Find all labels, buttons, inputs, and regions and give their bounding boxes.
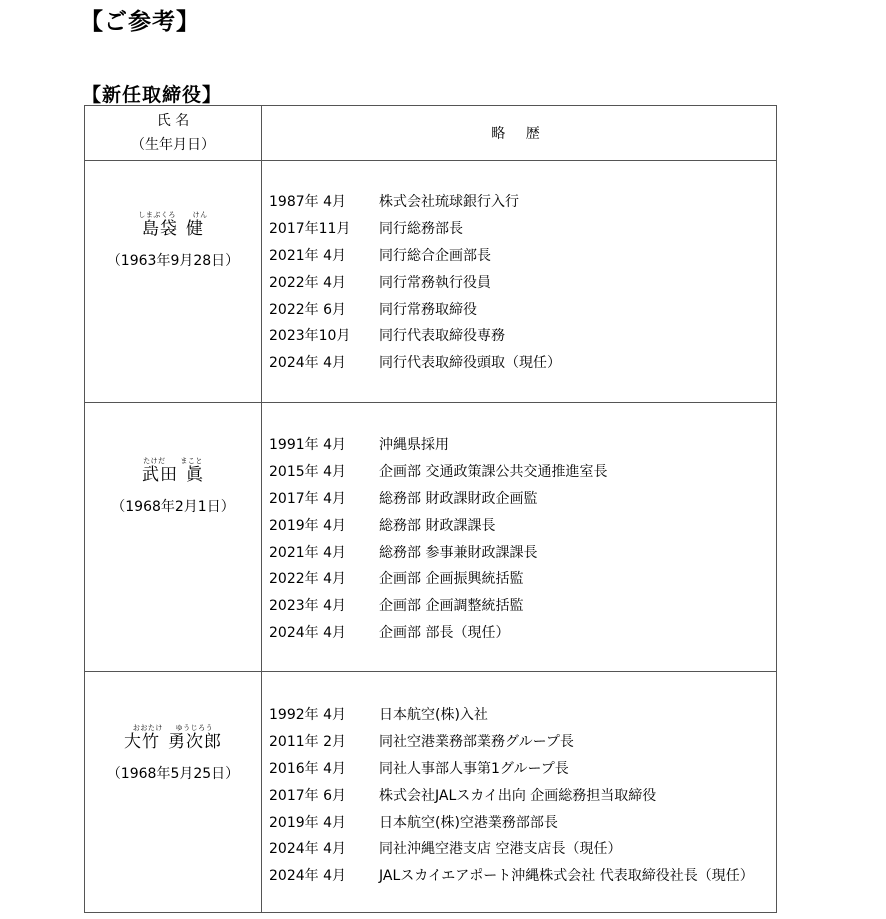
history-row (269, 781, 769, 808)
person-name (85, 732, 261, 752)
history-date: 2024年 4月 (269, 868, 346, 885)
birth-header-label: （生年月日） (131, 137, 215, 153)
history-row (269, 242, 769, 269)
history-description: 同行総合企画部長 (379, 247, 491, 264)
history-date: 2023年10月 (269, 328, 351, 345)
history-description: 総務部 財政課課長 (379, 517, 496, 534)
history-date: 2015年 4月 (269, 464, 346, 481)
history-date: 2016年 4月 (269, 760, 346, 777)
history-description: 企画部 企画振興統括監 (379, 571, 524, 588)
history-date: 2019年 4月 (269, 517, 346, 534)
name-reading (85, 724, 261, 732)
history-row (269, 619, 769, 646)
history-row (269, 458, 769, 485)
history-row (269, 728, 769, 755)
page-heading: 【ご参考】 (80, 9, 200, 35)
history-description: 同社人事部人事第1グループ長 (379, 760, 569, 777)
history-description: 同行常務執行役員 (379, 274, 491, 291)
history-row (269, 322, 769, 349)
history-header-label: 略 歴 (491, 126, 548, 142)
history-date: 1991年 4月 (269, 437, 346, 454)
history-date: 1987年 4月 (269, 194, 346, 211)
history-description: 同行総務部長 (379, 221, 463, 238)
history-description: 総務部 財政課財政企画監 (379, 490, 538, 507)
history-row (269, 565, 769, 592)
name-column-header (85, 106, 261, 160)
family-name-reading: おおたけ (132, 724, 163, 732)
history-description: 沖縄県採用 (379, 437, 449, 454)
history-date: 2024年 4月 (269, 841, 346, 858)
history-row (269, 592, 769, 619)
history-date: 2019年 4月 (269, 814, 346, 831)
history-row (269, 215, 769, 242)
history-column-header (262, 106, 777, 160)
person-name (85, 219, 261, 239)
history-row (269, 511, 769, 538)
section-heading: 【新任取締役】 (82, 84, 223, 106)
history-date: 2017年 4月 (269, 490, 346, 507)
history-date: 2017年11月 (269, 221, 351, 238)
history-date: 2017年 6月 (269, 787, 346, 804)
history-date: 2024年 4月 (269, 355, 346, 372)
history-row (269, 755, 769, 782)
given-name-reading: まこと (180, 457, 203, 465)
history-description: 総務部 参事兼財政課課長 (379, 544, 538, 561)
history-row (269, 701, 769, 728)
date-of-birth: （1968年2月1日） (111, 499, 235, 515)
history-date: 1992年 4月 (269, 707, 346, 724)
history-description: 同行常務取締役 (379, 301, 477, 318)
name-reading (85, 457, 261, 465)
given-name: 勇次郎 (168, 732, 222, 752)
history-date: 2011年 2月 (269, 734, 346, 751)
history-row (269, 295, 769, 322)
family-name: 島袋 (142, 219, 178, 239)
history-date: 2024年 4月 (269, 624, 346, 641)
person-cell (85, 211, 261, 271)
given-name: 健 (186, 219, 204, 239)
history-description: 企画部 部長（現任） (379, 624, 510, 641)
history-row (269, 268, 769, 295)
history-description: 企画部 交通政策課公共交通推進室長 (379, 464, 608, 481)
directors-table (84, 105, 777, 913)
person-cell (85, 724, 261, 784)
history-date: 2021年 4月 (269, 544, 346, 561)
history-description: 企画部 企画調整統括監 (379, 598, 524, 615)
history-description: 同行代表取締役頭取（現任） (379, 355, 561, 372)
row-divider (85, 671, 776, 672)
history-description: 日本航空(株)入社 (379, 707, 488, 724)
history-description: 株式会社琉球銀行入行 (379, 194, 519, 211)
history-date: 2022年 4月 (269, 571, 346, 588)
history-row (269, 188, 769, 215)
column-divider (261, 106, 262, 912)
date-of-birth: （1963年9月28日） (106, 253, 240, 269)
person-cell (85, 457, 261, 517)
history-description: 株式会社JALスカイ出向 企画総務担当取締役 (379, 787, 657, 804)
name-header-label: 氏 名 (156, 113, 190, 129)
family-name-reading: しまぶくろ (138, 211, 176, 219)
date-of-birth: （1968年5月25日） (106, 766, 240, 782)
family-name-reading: たけだ (143, 457, 166, 465)
history-row (269, 485, 769, 512)
history-row (269, 349, 769, 376)
family-name: 武田 (142, 465, 178, 485)
row-divider (85, 402, 776, 403)
history-description: 同社沖縄空港支店 空港支店長（現任） (379, 841, 622, 858)
history-description: 日本航空(株)空港業務部部長 (379, 814, 558, 831)
row-divider (85, 160, 776, 161)
career-history (269, 188, 769, 376)
history-date: 2022年 4月 (269, 274, 346, 291)
history-row (269, 808, 769, 835)
history-description: 同行代表取締役専務 (379, 328, 505, 345)
given-name-reading: ゆうじろう (175, 724, 214, 732)
history-description: 同社空港業務部業務グループ長 (379, 734, 574, 751)
history-description: JALスカイエアポート沖縄株式会社 代表取締役社長（現任） (379, 868, 754, 885)
given-name-reading: けん (192, 211, 208, 219)
history-date: 2021年 4月 (269, 247, 346, 264)
name-reading (85, 211, 261, 219)
person-name (85, 465, 261, 485)
history-row (269, 835, 769, 862)
history-row (269, 431, 769, 458)
history-row (269, 538, 769, 565)
history-row (269, 862, 769, 889)
career-history (269, 431, 769, 645)
family-name: 大竹 (124, 732, 160, 752)
history-date: 2023年 4月 (269, 598, 346, 615)
given-name: 眞 (186, 465, 204, 485)
history-date: 2022年 6月 (269, 301, 346, 318)
career-history (269, 701, 769, 889)
